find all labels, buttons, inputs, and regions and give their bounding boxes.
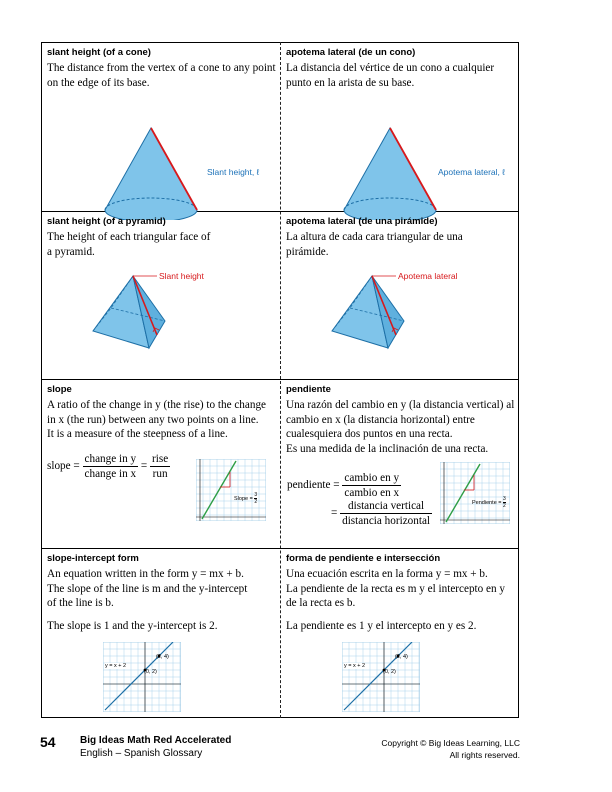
equals-sign: = xyxy=(140,460,148,473)
card-slope-intercept-form xyxy=(41,548,280,718)
pyramid-figure xyxy=(330,266,510,366)
point-label: (2, 4) xyxy=(395,654,408,660)
definition-line: It is a measure of the steepness of a line. xyxy=(47,428,228,440)
numerator: 3 xyxy=(254,492,258,498)
term-title: apotema lateral (de una pirámide) xyxy=(286,216,438,227)
definition-line: pirámide. xyxy=(286,245,329,258)
definition xyxy=(286,567,505,633)
term-title: pendiente xyxy=(286,384,331,395)
card-apotema-lateral-piramide xyxy=(280,211,519,379)
definition-line: Es una medida de la inclinación de una recta. xyxy=(286,442,489,455)
definition xyxy=(47,398,266,442)
numerator: 3 xyxy=(503,496,506,502)
denominator: run xyxy=(152,468,168,480)
copyright-block xyxy=(381,737,520,761)
definition xyxy=(47,567,247,633)
definition-line: La distancia del vértice de un cono a cualquier xyxy=(286,62,495,74)
point-label: (0, 2) xyxy=(144,669,157,675)
term-title: slope xyxy=(47,384,72,395)
denominator: 2 xyxy=(254,499,258,505)
book-title: Big Ideas Math Red Accelerated xyxy=(80,735,232,746)
slant-height-label: Slant height, ℓ xyxy=(207,167,260,177)
fraction xyxy=(150,452,170,481)
graph-equation-label: y = x + 2 xyxy=(344,663,366,669)
slant-height-label: Apotema lateral xyxy=(398,271,458,281)
term-title: forma de pendiente e intersección xyxy=(286,553,441,564)
slant-height-label: Slant height xyxy=(159,271,204,281)
definition-line: Una ecuación escrita en la forma y = mx + b. xyxy=(286,568,488,580)
definition-line: The distance from the vertex of a cone to any point xyxy=(47,62,276,74)
point-label: (0, 2) xyxy=(383,669,396,675)
definition xyxy=(47,61,276,90)
cone-figure xyxy=(97,120,287,220)
slope-graph-label xyxy=(234,492,257,505)
definition-line: An equation written in the form y = mx + b. xyxy=(47,568,244,580)
cone-figure xyxy=(336,120,526,220)
numerator: change in y xyxy=(84,453,137,465)
card-forma-pendiente-interseccion xyxy=(280,548,519,718)
definition-line: a pyramid. xyxy=(47,245,95,258)
definition-line: cualesquiera dos puntos en una recta. xyxy=(286,428,453,440)
definition-line: La pendiente de la recta es m y el intercepto en y xyxy=(286,582,505,595)
book-title-block xyxy=(80,734,231,760)
term-title: slant height (of a cone) xyxy=(47,47,151,58)
denominator: 2 xyxy=(503,503,506,509)
definition-line: La altura de cada cara triangular de una xyxy=(286,231,463,243)
slope-equation xyxy=(47,452,170,481)
rights: All rights reserved. xyxy=(449,750,520,760)
fraction xyxy=(340,499,432,528)
term-title: apotema lateral (de un cono) xyxy=(286,47,416,58)
definition xyxy=(286,61,494,90)
card-slope xyxy=(41,379,280,548)
numerator: distancia vertical xyxy=(340,499,432,514)
slope-graph xyxy=(196,459,266,521)
definition-line: in x (the run) between any two points on a line. xyxy=(47,413,259,426)
definition-line: The slope of the line is m and the y-intercept xyxy=(47,582,248,595)
slope-intercept-graph xyxy=(103,642,181,712)
definition-line: Una razón del cambio en y (la distancia vertical) al xyxy=(286,399,515,411)
definition xyxy=(47,230,210,259)
page-number: 54 xyxy=(40,734,56,750)
card-pendiente xyxy=(280,379,519,548)
definition-line: de la recta es b. xyxy=(286,597,356,609)
denominator: change in x xyxy=(84,468,137,480)
slant-height-label: Apotema lateral, ℓ xyxy=(438,167,506,177)
card-slant-height-cone xyxy=(41,42,280,211)
graph-equation-label: y = x + 2 xyxy=(105,663,127,669)
slope-graph-label xyxy=(472,496,506,509)
definition-line: punto en la arista de su base. xyxy=(286,76,415,89)
definition xyxy=(286,230,463,259)
term-title: slope-intercept form xyxy=(47,553,139,564)
graph-label-text: Slope = xyxy=(234,495,253,502)
slope-graph xyxy=(440,462,510,524)
numerator: cambio en y xyxy=(344,472,400,484)
graph-fraction xyxy=(254,492,257,505)
definition-line: of the line is b. xyxy=(47,597,114,609)
point-label: (2, 4) xyxy=(156,654,169,660)
definition-line: cambio en x (la distancia horizontal) entre xyxy=(286,413,475,426)
glossary-title: English – Spanish Glossary xyxy=(80,748,203,759)
numerator: rise xyxy=(152,453,169,465)
pyramid-figure xyxy=(91,266,271,366)
slope-intercept-graph xyxy=(342,642,420,712)
definition-line: A ratio of the change in y (the rise) to the change xyxy=(47,399,267,411)
card-apotema-lateral-cono xyxy=(280,42,519,211)
example-note: La pendiente es 1 y el intercepto en y es 2. xyxy=(286,619,477,632)
definition-line: on the edge of its base. xyxy=(47,76,150,89)
definition-line: The height of each triangular face of xyxy=(47,231,211,243)
equals-sign: = xyxy=(331,507,338,520)
equation-lhs: pendiente = xyxy=(287,479,340,492)
definition xyxy=(286,398,514,456)
fraction xyxy=(83,452,139,481)
term-title: slant height (of a pyramid) xyxy=(47,216,166,227)
pendiente-equation-2 xyxy=(331,499,432,528)
denominator: cambio en x xyxy=(344,487,400,499)
example-note: The slope is 1 and the y-intercept is 2. xyxy=(47,619,218,632)
equation-lhs: slope = xyxy=(47,460,80,473)
denominator: distancia horizontal xyxy=(342,515,431,527)
fraction xyxy=(342,471,401,500)
copyright: Copyright © Big Ideas Learning, LLC xyxy=(381,738,520,748)
card-slant-height-pyramid xyxy=(41,211,280,379)
graph-label-text: Pendiente = xyxy=(472,499,502,506)
pendiente-equation-1 xyxy=(287,471,401,500)
graph-fraction xyxy=(503,496,506,509)
